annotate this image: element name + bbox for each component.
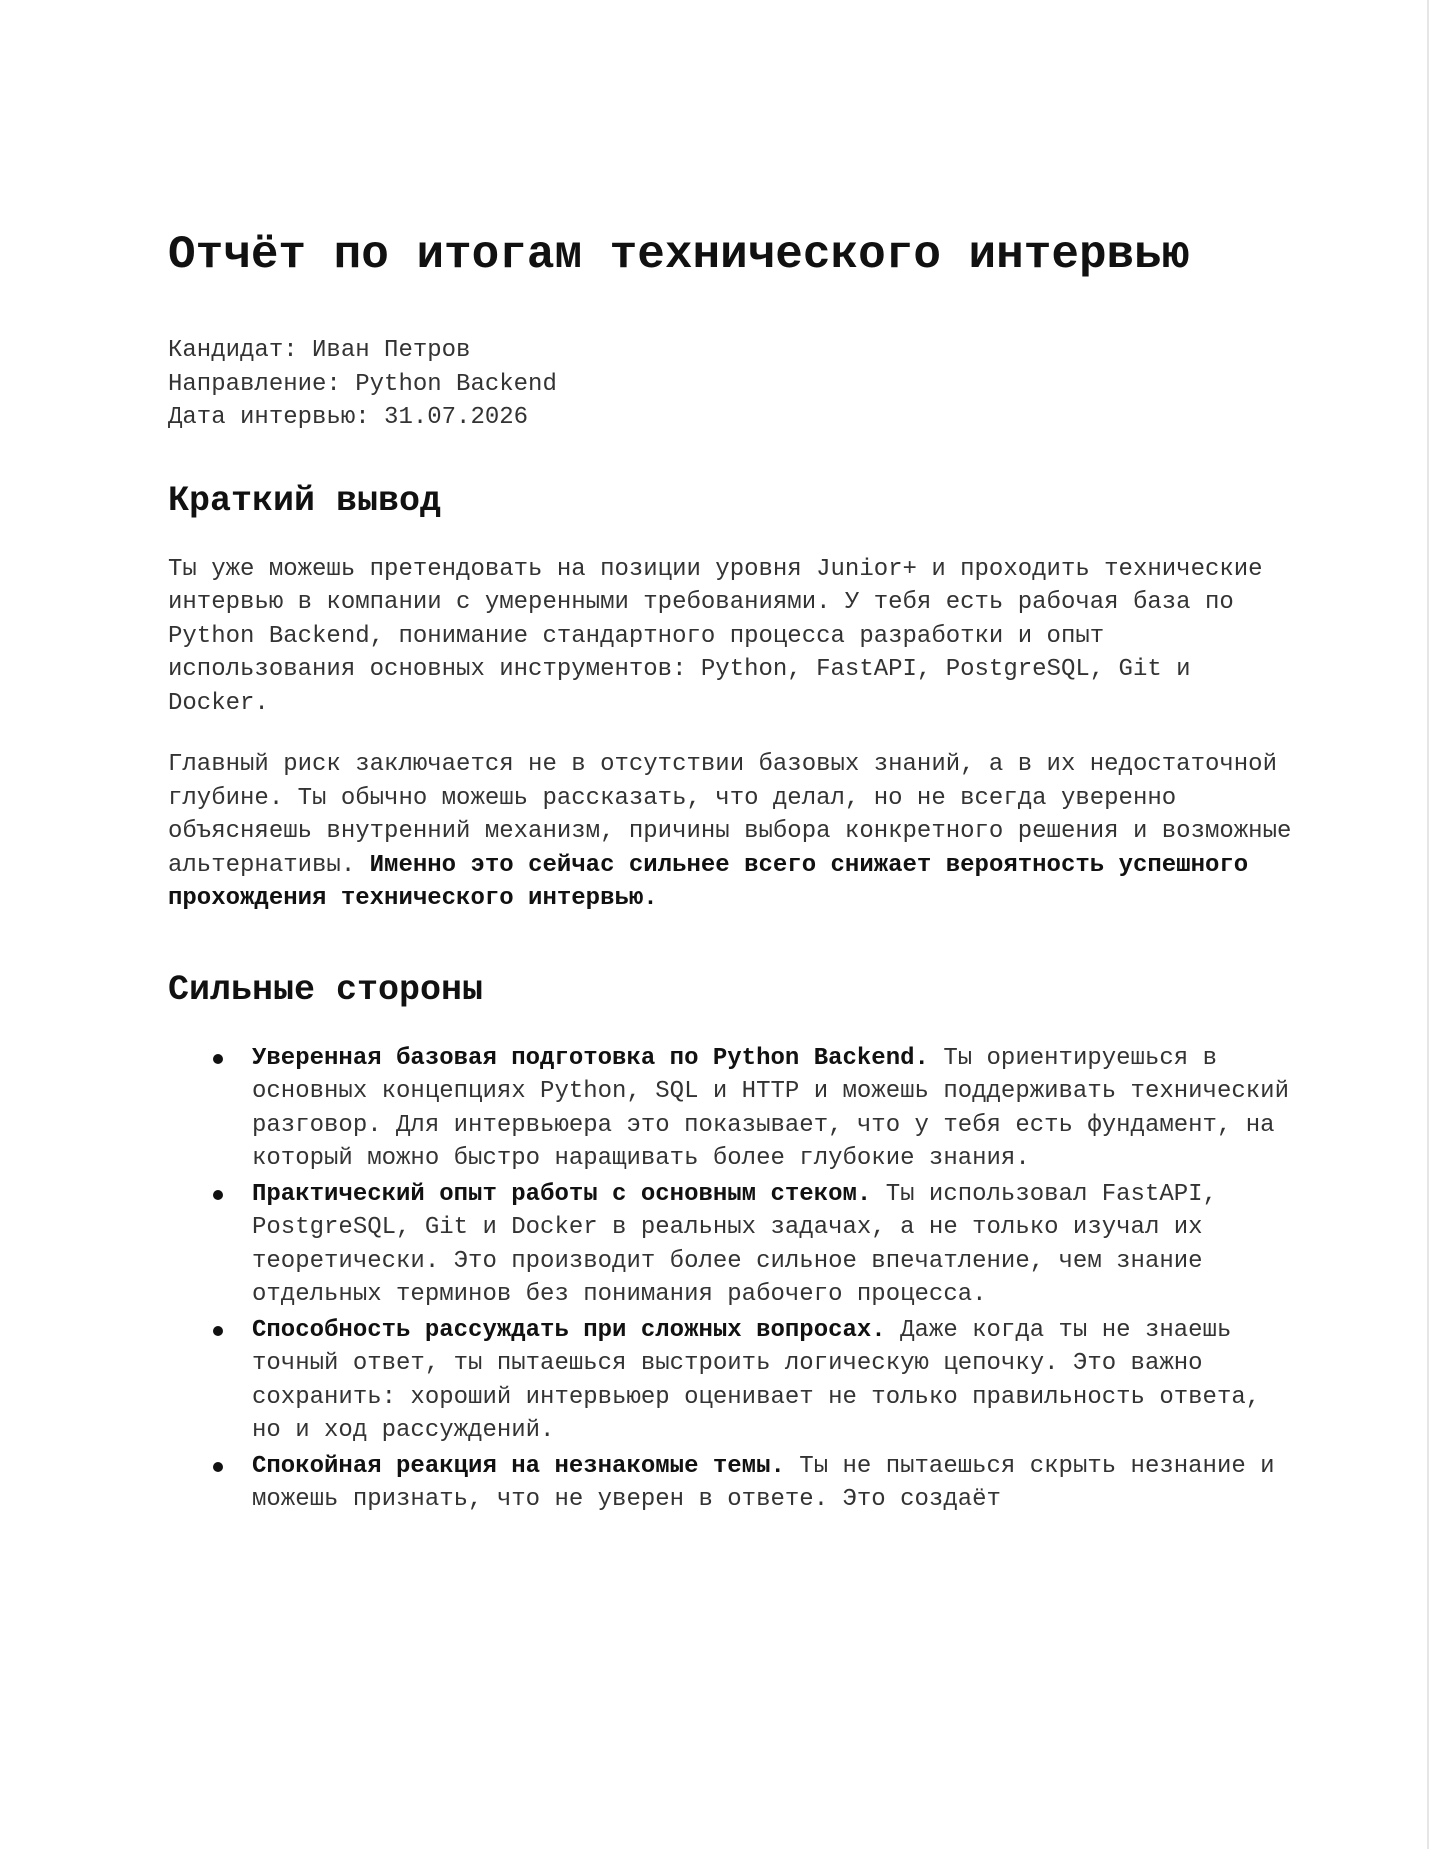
bullet-icon [213,1462,223,1472]
document-page [168,220,1298,1519]
summary-paragraph-2-text: Главный риск заключается не в отсутствии базовых знаний, а в их недостаточной глубине. Ты обычно можешь рассказать, что делал, но не всегда уверенно объясняешь внутренний механизм, причины выбора конкретного решения и возможные альтернативы. [168,751,1292,879]
meta-direction: Направление: Python Backend [168,370,557,398]
strength-title: Способность рассуждать при сложных вопросах. [252,1316,886,1344]
strengths-heading: Сильные стороны [168,969,484,1010]
summary-paragraph-1: Ты уже можешь претендовать на позиции уровня Junior+ и проходить технические интервью в компании с умеренными требованиями. У тебя есть рабочая база по Python Backend, понимание стандартного процесса разработки и опыт использования основных инструментов: Python, FastAPI, PostgreSQL, Git и Docker. [168,555,1263,717]
summary-paragraph-2-emphasis: Именно это сейчас сильнее всего снижает вероятность успешного прохождения технического интервью. [168,851,1249,912]
strength-text: Даже когда ты не знаешь точный ответ, ты пытаешься выстроить логическую цепочку. Это важно сохранить: хороший интервьюер оценивает не только правильность ответа, но и ход рассуждений. [252,1316,1261,1444]
bullet-icon [213,1190,223,1200]
strengths-list-item [168,1450,1298,1517]
strengths-list-item [168,1314,1298,1448]
page-edge-divider [1427,0,1429,1849]
strength-title: Практический опыт работы с основным стеком. [252,1180,872,1208]
document-title: Отчёт по итогам технического интервью [168,229,1190,281]
strength-text: Ты ориентируешься в основных концепциях Python, SQL и HTTP и можешь поддерживать технический разговор. Для интервьюера это показывает, что у тебя есть фундамент, на который можно быстро наращивать более глубокие знания. [252,1044,1289,1172]
summary-paragraph-2 [168,748,1298,916]
interview-meta [168,334,1298,435]
strengths-list-item [168,1042,1298,1176]
meta-candidate: Кандидат: Иван Петров [168,337,471,364]
bullet-icon [213,1326,223,1336]
strength-title: Уверенная базовая подготовка по Python Backend. [252,1044,929,1072]
bullet-icon [213,1054,223,1064]
strengths-list [168,1042,1298,1517]
summary-heading: Краткий вывод [168,480,442,521]
strength-text: Ты не пытаешься скрыть незнание и можешь признать, что не уверен в ответе. Это создаёт [252,1452,1275,1513]
strength-title: Спокойная реакция на незнакомые темы. [252,1452,785,1480]
strength-text: Ты использовал FastAPI, PostgreSQL, Git и Docker в реальных задачах, а не только изучал их теоретически. Это производит более сильное впечатление, чем знание отдельных терминов без понимания рабочего процесса. [252,1180,1217,1308]
meta-date: Дата интервью: 31.07.2026 [168,404,529,431]
strengths-list-item [168,1178,1298,1312]
